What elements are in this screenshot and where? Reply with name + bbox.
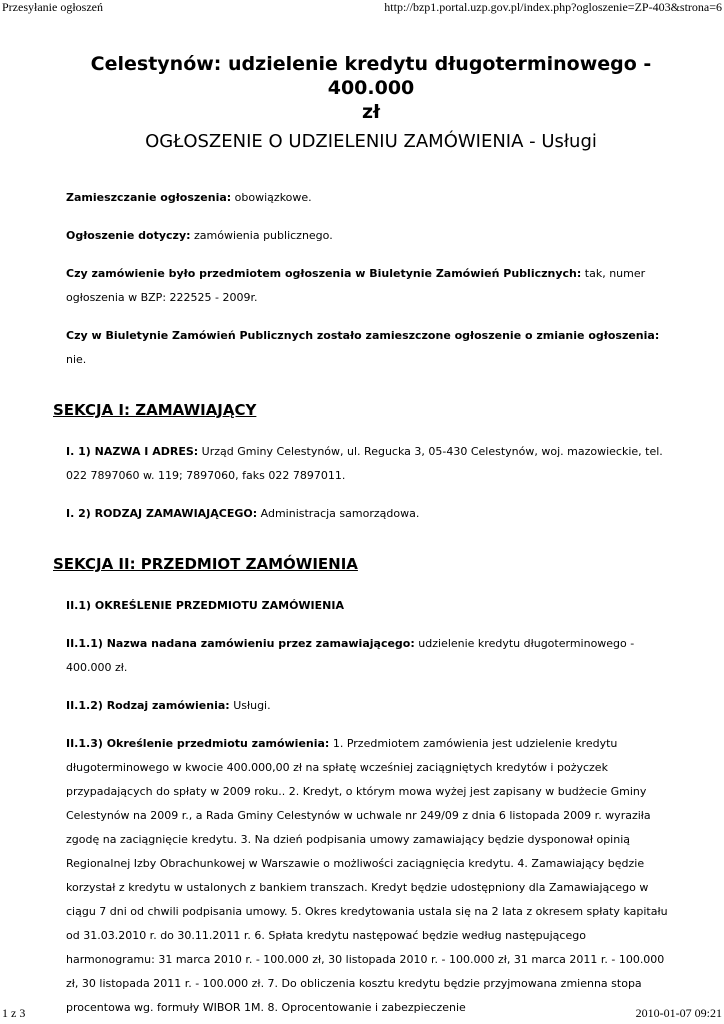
field-label: II.1) OKREŚLENIE PRZEDMIOTU ZAMÓWIENIA <box>66 599 344 612</box>
field-contract-name <box>66 632 676 680</box>
field-label: II.1.3) Określenie przedmiotu zamówienia: <box>66 737 330 750</box>
notice-document <box>53 52 676 1020</box>
field-value: Urząd Gminy Celestynów, ul. Regucka 3, 05-430 Celestynów, woj. mazowieckie, tel. 022 7897060 w. 119; 7897060, faks 022 7897011. <box>66 445 663 482</box>
intro-field-change-notice <box>66 324 676 372</box>
field-label: II.1.1) Nazwa nadana zamówieniu przez zamawiającego: <box>66 637 415 650</box>
field-label: I. 1) NAZWA I ADRES: <box>66 445 199 458</box>
field-label: II.1.2) Rodzaj zamówienia: <box>66 699 230 712</box>
section-heading-subject: SEKCJA II: PRZEDMIOT ZAMÓWIENIA <box>53 555 358 573</box>
field-label: Ogłoszenie dotyczy: <box>66 229 191 242</box>
page-number: 1 z 3 <box>2 1006 26 1020</box>
print-header-title: Przesyłanie ogłoszeń <box>2 0 103 14</box>
notice-type-subtitle: OGŁOSZENIE O UDZIELENIU ZAMÓWIENIA - Usługi <box>145 131 597 152</box>
print-datetime: 2010-01-07 09:21 <box>635 1006 722 1020</box>
field-value: tak, numer ogłoszenia w BZP: 222525 - 2009r. <box>66 267 646 304</box>
field-value: zamówienia publicznego. <box>190 229 333 242</box>
field-value: Usługi. <box>229 699 271 712</box>
field-value: obowiązkowe. <box>231 191 312 204</box>
field-authority-type <box>66 502 676 526</box>
print-header-url: http://bzp1.portal.uzp.gov.pl/index.php?ogloszenie=ZP-403&strona=6 <box>384 0 722 14</box>
field-value: udzielenie kredytu długoterminowego - 400.000 zł. <box>66 637 635 674</box>
intro-field-concerns <box>66 224 676 248</box>
field-label: Czy zamówienie było przedmiotem ogłoszenia w Biuletynie Zamówień Publicznych: <box>66 267 582 280</box>
section-heading-contracting-authority: SEKCJA I: ZAMAWIAJĄCY <box>53 401 257 419</box>
field-value: 1. Przedmiotem zamówienia jest udzielenie kredytu długoterminowego w kwocie 400.000,00 zł na spłatę wcześniej zaciągniętych kredytów i pożyczek przypadających do spłaty w 2009 roku.. 2. Kredyt, o którym mowa wyżej jest zapisany w budżecie Gminy Celestynów na 2009 r., a Rada Gminy Celestynów w uchwale nr 249/09 z dnia 6 listopada 2009 r. wyraziła zgodę na zaciągnięcie kredytu. 3. Na dzień podpisania umowy zamawiający będzie dysponował opinią Regionalnej Izby Obrachunkowej w Warszawie o możliwości zaciągnięcia kredytu. 4. Zamawiający będzie korzystał z kredytu w ustalonych z bankiem transzach. Kredyt będzie udostępniony dla Zamawiającego w ciągu 7 dni od chwili podpisania umowy. 5. Okres kredytowania ustala się na 2 lata z okresem spłaty kapitału od 31.03.2010 r. do 30.11.2011 r. 6. Spłata kredytu następować będzie według następującego harmonogramu: 31 marca 2010 r. - 100.000 zł, 30 listopada 2010 r. - 100.000 zł, 31 marca 2011 r. - 100.000 zł, 30 listopada 2011 r. - 100.000 zł. 7. Do obliczenia kosztu kredytu będzie przyjmowana zmienna stopa procentowa wg. formuły WIBOR 1M. 8. Oprocentowanie i zabezpieczenie <box>66 737 668 1014</box>
intro-field-bzp-announcement <box>66 262 676 310</box>
page-title <box>66 52 676 124</box>
field-label: I. 2) RODZAJ ZAMAWIAJĄCEGO: <box>66 507 258 520</box>
page-title-line2: zł <box>361 101 381 123</box>
field-name-address <box>66 440 676 488</box>
field-value: Administracja samorządowa. <box>257 507 420 520</box>
subsection-heading-subject-definition <box>66 594 676 618</box>
intro-field-publication <box>66 186 676 210</box>
field-contract-kind <box>66 694 676 718</box>
field-label: Czy w Biuletynie Zamówień Publicznych zostało zamieszczone ogłoszenie o zmianie ogłoszenia: <box>66 329 660 342</box>
field-contract-description <box>66 732 676 1020</box>
field-label: Zamieszczanie ogłoszenia: <box>66 191 232 204</box>
page-title-line1: Celestynów: udzielenie kredytu długoterminowego - 400.000 <box>90 53 652 99</box>
field-value: nie. <box>66 353 87 366</box>
